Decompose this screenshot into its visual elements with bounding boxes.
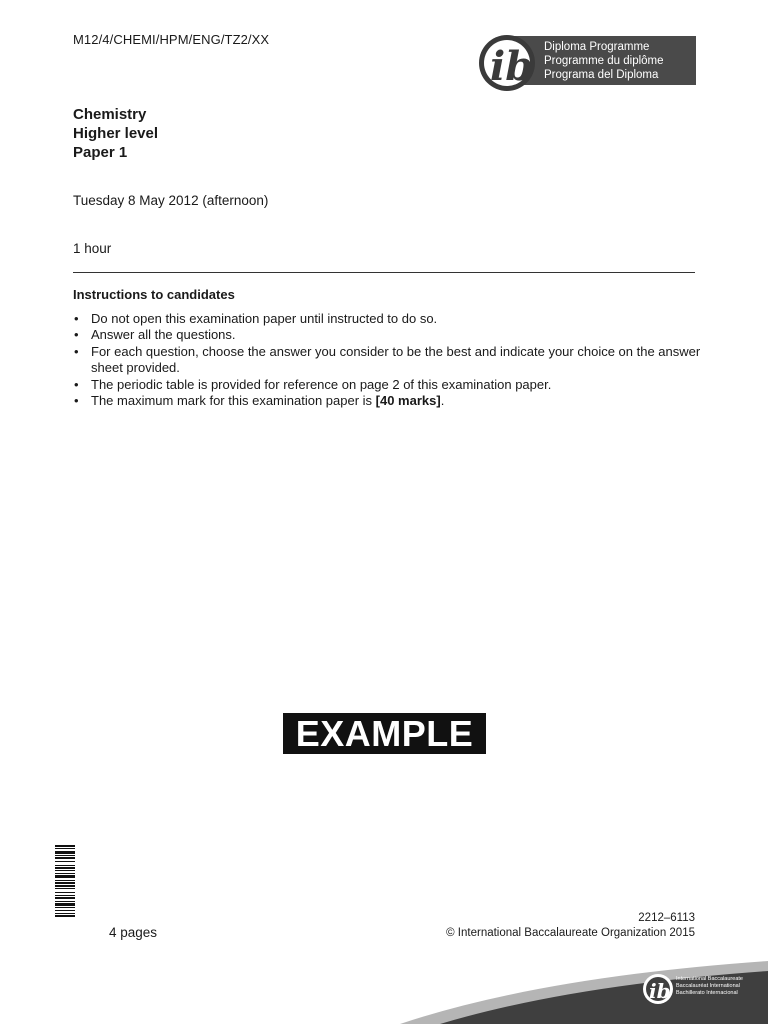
document-code: M12/4/CHEMI/HPM/ENG/TZ2/XX — [73, 32, 270, 47]
org-line-en: International Baccalaureate — [676, 976, 743, 982]
logo-line-en: Diploma Programme — [544, 41, 650, 53]
ib-diploma-logo — [478, 34, 696, 92]
barcode-icon — [55, 845, 75, 968]
org-line-fr: Baccalauréat International — [676, 983, 740, 989]
svg-text:ib: ib — [490, 43, 534, 90]
exam-date: Tuesday 8 May 2012 (afternoon) — [73, 193, 269, 208]
instructions-list — [73, 311, 703, 409]
reference-code: 2212–6113 — [638, 912, 695, 924]
instructions-heading: Instructions to candidates — [73, 287, 235, 302]
paper-title: Paper 1 — [73, 144, 128, 161]
example-stamp: EXAMPLE — [283, 713, 486, 754]
ib-organization-logo — [400, 955, 768, 1024]
instruction-item: • For each question, choose the answer you consider to be the best and indicate your choice on the answer sheet provided. — [73, 344, 703, 377]
org-line-es: Bachillerato Internacional — [676, 990, 738, 996]
exam-duration: 1 hour — [73, 241, 112, 256]
copyright: © International Baccalaureate Organization 2015 — [446, 927, 695, 939]
instruction-item: • Answer all the questions. — [73, 327, 703, 343]
instruction-text-end: . — [440, 393, 445, 409]
logo-line-es: Programa del Diploma — [544, 69, 659, 81]
instruction-item: • Do not open this examination paper until instructed to do so. — [73, 311, 703, 327]
instruction-text: The maximum mark for this examination paper is — [91, 393, 376, 409]
svg-text:ib: ib — [649, 979, 671, 1003]
subject-title: Chemistry — [73, 106, 147, 123]
level-title: Higher level — [73, 125, 159, 142]
logo-line-fr: Programme du diplôme — [544, 55, 664, 67]
max-marks: [40 marks] — [375, 393, 441, 409]
instruction-item: • The periodic table is provided for reference on page 2 of this examination paper. — [73, 377, 703, 393]
page-count: 4 pages — [109, 925, 158, 940]
instruction-item — [73, 393, 703, 409]
divider — [73, 272, 695, 273]
